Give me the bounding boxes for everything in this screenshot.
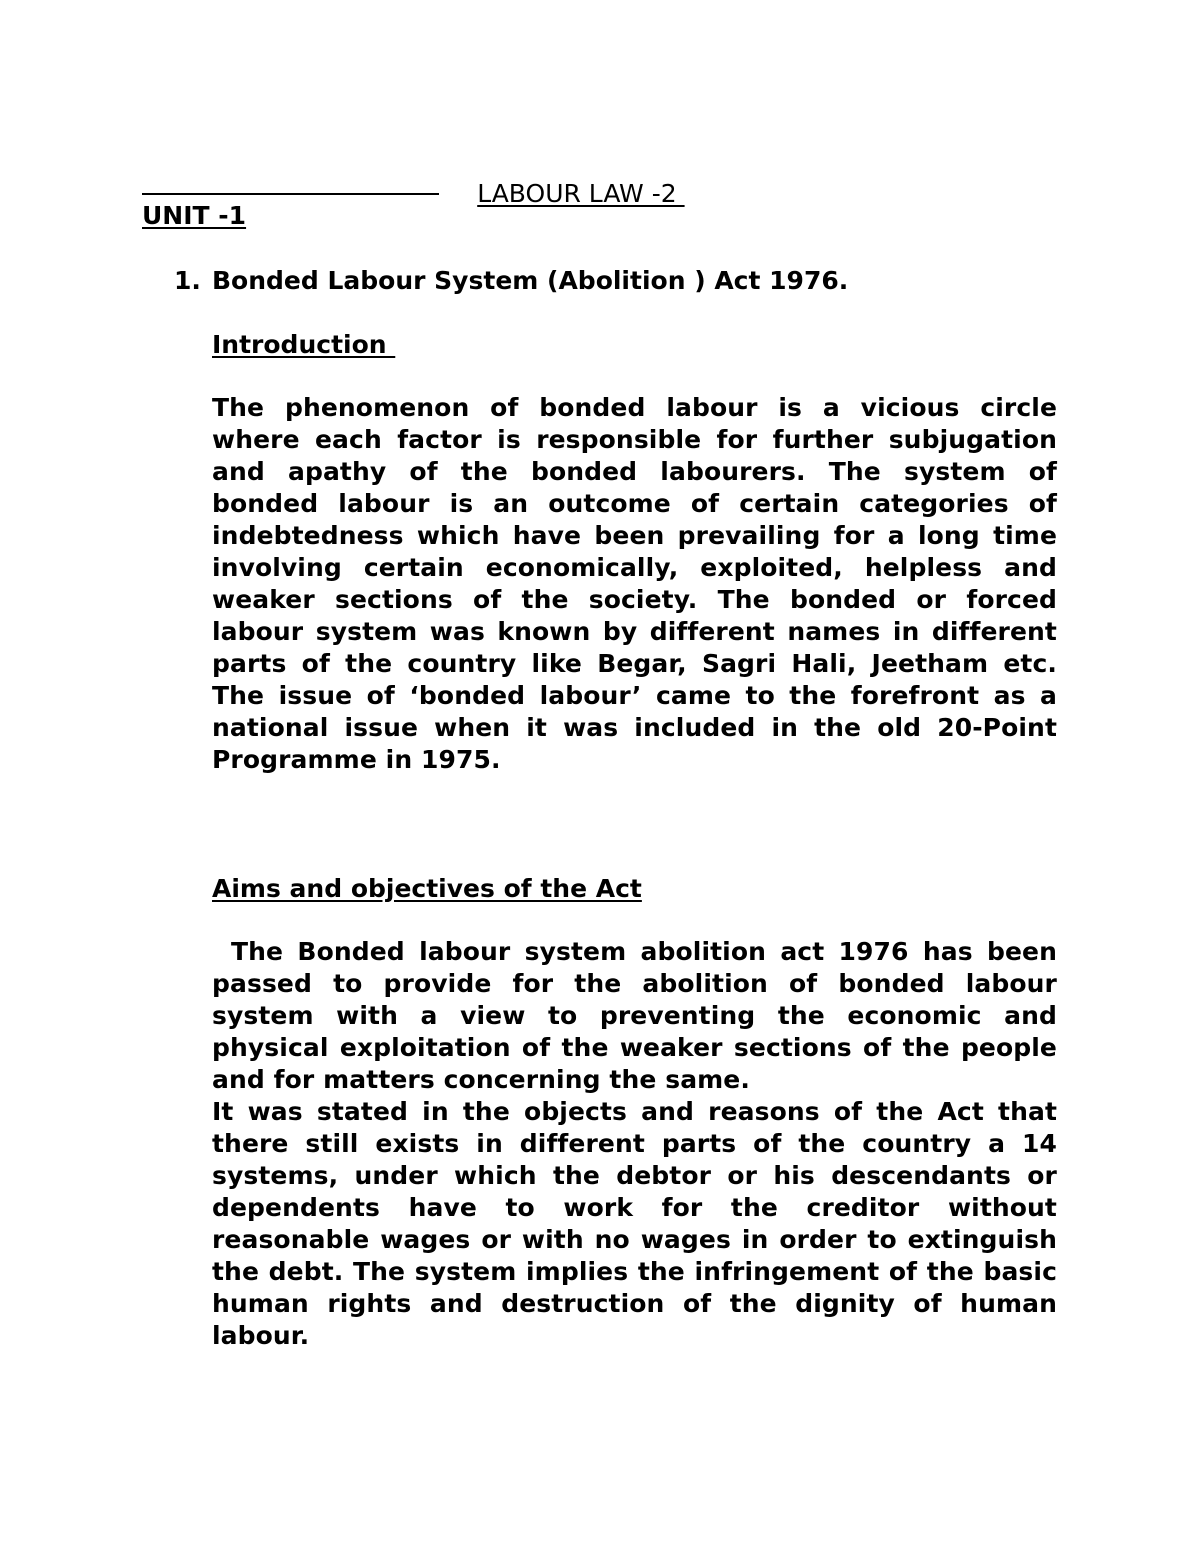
- introduction-body: The phenomenon of bonded labour is a vicious circle where each factor is responsible for further subjugation and apathy of the bonded labourers. The system of bonded labour is an outcome of certain categories of indebtedness which have been prevailing for a long time involving certain economically, exploited, helpless and weaker sections of the society. The bonded or forced labour system was known by different names in different parts of the country like Begar, Sagri Hali, Jeetham etc. The issue of ‘bonded labour’ came to the forefront as a national issue when it was included in the old 20-Point Programme in 1975.: [212, 393, 1057, 774]
- aims-paragraph-1: The Bonded labour system abolition act 1976 has been passed to provide for the abolition of bonded labour system with a view to preventing the economic and physical exploitation of the weaker sections of the people and for matters concerning the same.: [212, 937, 1057, 1094]
- aims-paragraphs: [212, 936, 1057, 1352]
- aims-paragraph-2: It was stated in the objects and reasons of the Act that there still exists in different parts of the country a 14 systems, under which the debtor or his descendants or dependents have to work for the creditor without reasonable wages or with no wages in order to extinguish the debt. The system implies the infringement of the basic human rights and destruction of the dignity of human labour.: [212, 1097, 1057, 1350]
- list-item: [174, 263, 848, 299]
- list-item-text: Bonded Labour System (Abolition ) Act 1976.: [212, 266, 849, 295]
- horizontal-rule: [142, 193, 439, 195]
- document-title-text: LABOUR LAW -2: [477, 179, 685, 208]
- aims-heading: Aims and objectives of the Act: [212, 874, 642, 903]
- introduction-paragraph: [212, 392, 1057, 776]
- list-item-number: 1.: [174, 266, 201, 295]
- unit-heading: UNIT -1: [142, 201, 247, 230]
- introduction-heading: Introduction: [212, 330, 396, 359]
